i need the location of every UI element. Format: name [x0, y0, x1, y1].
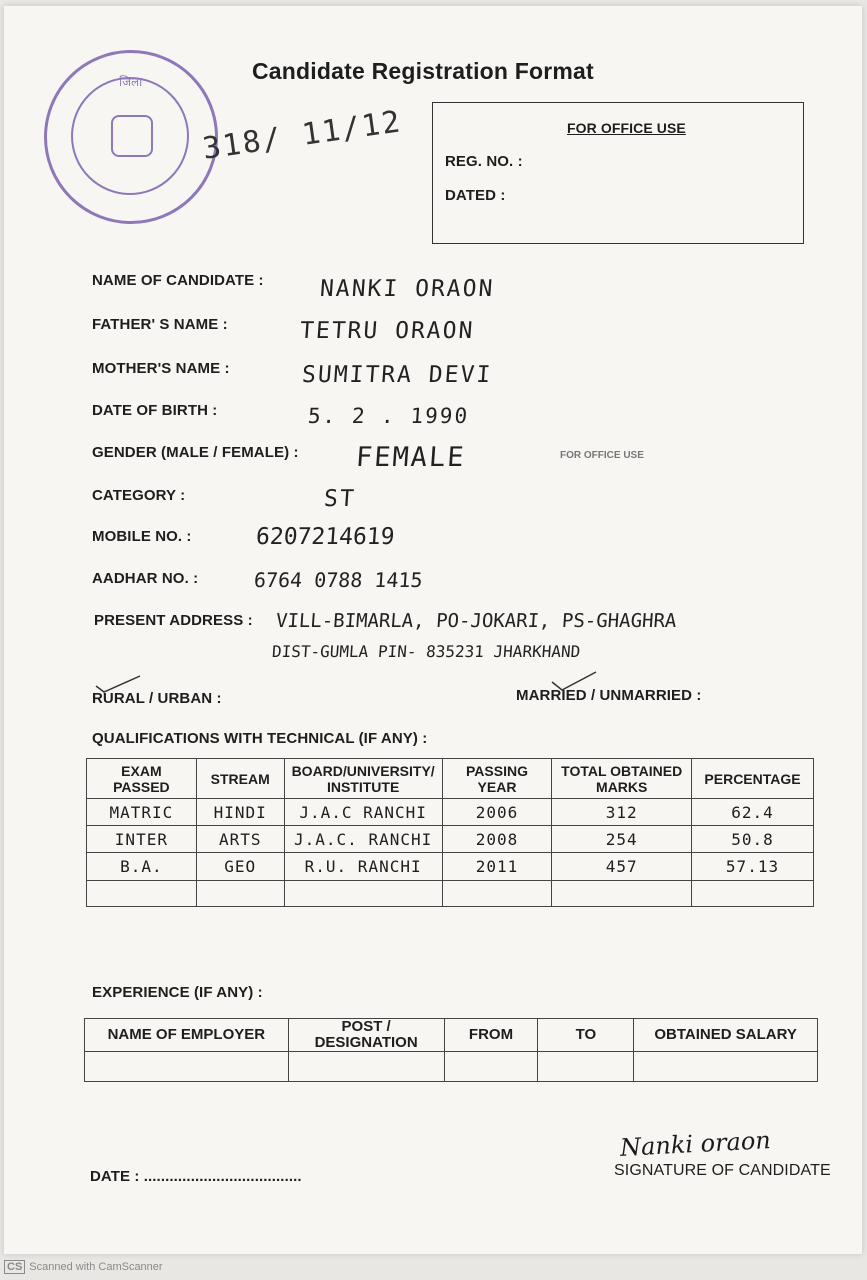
- date-label: DATE : .....................................: [90, 1168, 302, 1185]
- name-label: NAME OF CANDIDATE :: [92, 272, 264, 289]
- dated-label: DATED :: [445, 187, 506, 204]
- document-page: [4, 6, 862, 1254]
- form-title: Candidate Registration Format: [252, 58, 594, 84]
- present-address-label: PRESENT ADDRESS :: [94, 612, 253, 629]
- col-stream: STREAM: [196, 759, 284, 799]
- seal-text: जिला: [119, 75, 143, 89]
- gender-value: FEMALE: [354, 442, 467, 473]
- table-cell: ARTS: [196, 826, 284, 853]
- table-cell: [538, 1052, 634, 1082]
- table-cell: [85, 1052, 289, 1082]
- qualifications-heading: QUALIFICATIONS WITH TECHNICAL (IF ANY) :: [92, 730, 428, 747]
- camscanner-icon: CS: [4, 1260, 25, 1274]
- table-cell: [634, 1052, 818, 1082]
- seal-emblem: [111, 115, 153, 157]
- official-seal: [44, 50, 218, 224]
- aadhar-value: 6764 0788 1415: [253, 568, 424, 592]
- experience-heading: EXPERIENCE (IF ANY) :: [92, 984, 263, 1001]
- scanner-text: Scanned with CamScanner: [29, 1261, 163, 1273]
- table-cell: [692, 881, 814, 907]
- table-cell: [284, 881, 442, 907]
- faint-office-use-text: FOR OFFICE USE: [560, 450, 644, 461]
- col-salary: OBTAINED SALARY: [634, 1019, 818, 1052]
- col-exam-passed: EXAM PASSED: [87, 759, 197, 799]
- qualifications-header-row: [87, 759, 814, 799]
- table-cell: 50.8: [692, 826, 814, 853]
- col-designation: POST / DESIGNATION: [288, 1019, 444, 1052]
- dob-value: 5. 2 . 1990: [307, 404, 470, 428]
- table-cell: INTER: [87, 826, 197, 853]
- table-cell: 457: [552, 853, 692, 881]
- table-row: [87, 826, 814, 853]
- father-name-label: FATHER' S NAME :: [92, 316, 228, 333]
- col-total-marks: TOTAL OBTAINED MARKS: [552, 759, 692, 799]
- qualifications-table: [86, 758, 814, 907]
- experience-table: [84, 1018, 818, 1082]
- table-cell: [196, 881, 284, 907]
- table-cell: J.A.C. RANCHI: [284, 826, 442, 853]
- married-unmarried-label: MARRIED / UNMARRIED :: [516, 687, 702, 704]
- mobile-label: MOBILE NO. :: [92, 528, 192, 545]
- table-row: [87, 881, 814, 907]
- table-cell: 312: [552, 799, 692, 826]
- table-cell: [87, 881, 197, 907]
- col-employer: NAME OF EMPLOYER: [85, 1019, 289, 1052]
- table-cell: 62.4: [692, 799, 814, 826]
- table-cell: R.U. RANCHI: [284, 853, 442, 881]
- col-passing-year: PASSING YEAR: [442, 759, 552, 799]
- office-use-heading: FOR OFFICE USE: [567, 120, 686, 136]
- table-row: [87, 853, 814, 881]
- scanner-watermark: [4, 1260, 163, 1274]
- table-cell: 2011: [442, 853, 552, 881]
- gender-label: GENDER (MALE / FEMALE) :: [92, 444, 299, 461]
- table-row: [85, 1052, 818, 1082]
- mother-name-label: MOTHER'S NAME :: [92, 360, 230, 377]
- experience-header-row: [85, 1019, 818, 1052]
- table-cell: HINDI: [196, 799, 284, 826]
- table-cell: B.A.: [87, 853, 197, 881]
- table-row: [87, 799, 814, 826]
- rural-urban-label: RURAL / URBAN :: [92, 690, 222, 707]
- address-line-1: VILL-BIMARLA, PO-JOKARI, PS-GHAGHRA: [275, 610, 678, 632]
- table-cell: MATRIC: [87, 799, 197, 826]
- father-name-value: TETRU ORAON: [299, 318, 476, 344]
- table-cell: [442, 881, 552, 907]
- signature-label: SIGNATURE OF CANDIDATE: [614, 1162, 831, 1179]
- table-cell: [288, 1052, 444, 1082]
- candidate-signature: Nanki oraon: [619, 1126, 772, 1162]
- address-line-2: DIST-GUMLA PIN- 835231 JHARKHAND: [271, 642, 581, 661]
- mobile-value: 6207214619: [255, 524, 396, 550]
- table-cell: 254: [552, 826, 692, 853]
- table-cell: 2006: [442, 799, 552, 826]
- table-cell: J.A.C RANCHI: [284, 799, 442, 826]
- table-cell: GEO: [196, 853, 284, 881]
- col-from: FROM: [444, 1019, 538, 1052]
- table-cell: 57.13: [692, 853, 814, 881]
- col-to: TO: [538, 1019, 634, 1052]
- reg-no-label: REG. NO. :: [445, 153, 523, 170]
- category-value: ST: [323, 486, 357, 512]
- name-value: NANKI ORAON: [319, 276, 496, 302]
- stamp-note: 318/ 11/12: [200, 104, 405, 167]
- table-cell: 2008: [442, 826, 552, 853]
- col-board: BOARD/UNIVERSITY/ INSTITUTE: [284, 759, 442, 799]
- aadhar-label: AADHAR NO. :: [92, 570, 199, 587]
- category-label: CATEGORY :: [92, 487, 186, 504]
- col-percentage: PERCENTAGE: [692, 759, 814, 799]
- table-cell: [444, 1052, 538, 1082]
- office-use-box: [432, 102, 804, 244]
- mother-name-value: SUMITRA DEVI: [301, 362, 494, 388]
- table-cell: [552, 881, 692, 907]
- dob-label: DATE OF BIRTH :: [92, 402, 218, 419]
